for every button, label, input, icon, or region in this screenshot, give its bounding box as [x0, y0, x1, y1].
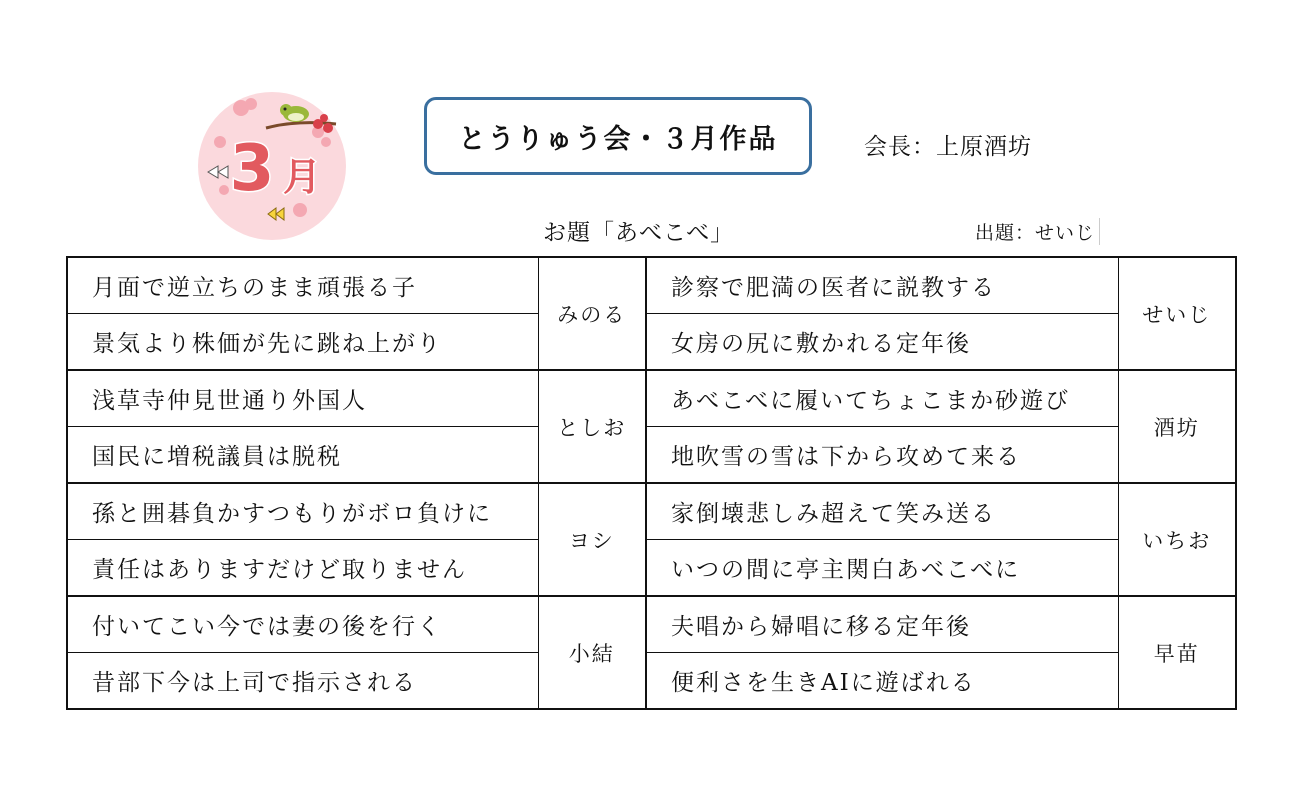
- poem-cell: 昔部下今は上司で指示される: [67, 653, 538, 710]
- poem-cell: 責任はありますだけど取りません: [67, 540, 538, 597]
- table-row: [67, 596, 1236, 653]
- author-cell: ヨシ: [538, 483, 646, 596]
- author-cell: 小結: [538, 596, 646, 709]
- poem-cell: 診察で肥満の医者に説教する: [646, 257, 1118, 314]
- author-cell: せいじ: [1118, 257, 1236, 370]
- table-row: [67, 540, 1236, 597]
- table-row: [67, 427, 1236, 484]
- poem-cell: 月面で逆立ちのまま頑張る子: [67, 257, 538, 314]
- table-row: [67, 370, 1236, 427]
- march-badge: [196, 90, 348, 242]
- author-cell: 酒坊: [1118, 370, 1236, 483]
- badge-month-number: 3: [229, 132, 275, 206]
- author-cell: みのる: [538, 257, 646, 370]
- badge-month-kanji: 月: [282, 155, 322, 199]
- poem-cell: あべこべに履いてちょこまか砂遊び: [646, 370, 1118, 427]
- page-title: とうりゅう会・３月作品: [424, 97, 812, 175]
- author-cell: いちお: [1118, 483, 1236, 596]
- table-row: [67, 257, 1236, 314]
- march-badge-art: [196, 90, 348, 242]
- poem-cell: 便利さを生きAIに遊ばれる: [646, 653, 1118, 710]
- poem-table: [66, 256, 1237, 710]
- table-row: [67, 653, 1236, 710]
- poem-cell: 地吹雪の雪は下から攻めて来る: [646, 427, 1118, 484]
- poem-cell: 夫唱から婦唱に移る定年後: [646, 596, 1118, 653]
- poem-cell: 付いてこい今では妻の後を行く: [67, 596, 538, 653]
- table-row: [67, 483, 1236, 540]
- poem-cell: 国民に増税議員は脱税: [67, 427, 538, 484]
- author-cell: としお: [538, 370, 646, 483]
- poem-cell: 孫と囲碁負かすつもりがボロ負けに: [67, 483, 538, 540]
- president-name: 会長：上原酒坊: [864, 134, 1032, 160]
- poem-cell: 家倒壊悲しみ超えて笑み送る: [646, 483, 1118, 540]
- poem-cell: 女房の尻に敷かれる定年後: [646, 314, 1118, 371]
- poem-cell: いつの間に亭主関白あべこべに: [646, 540, 1118, 597]
- poem-cell: 浅草寺仲見世通り外国人: [67, 370, 538, 427]
- theme-title: お題「あべこべ」: [543, 220, 735, 246]
- theme-setter: 出題：せいじ: [975, 218, 1100, 245]
- table-row: [67, 314, 1236, 371]
- author-cell: 早苗: [1118, 596, 1236, 709]
- poem-cell: 景気より株価が先に跳ね上がり: [67, 314, 538, 371]
